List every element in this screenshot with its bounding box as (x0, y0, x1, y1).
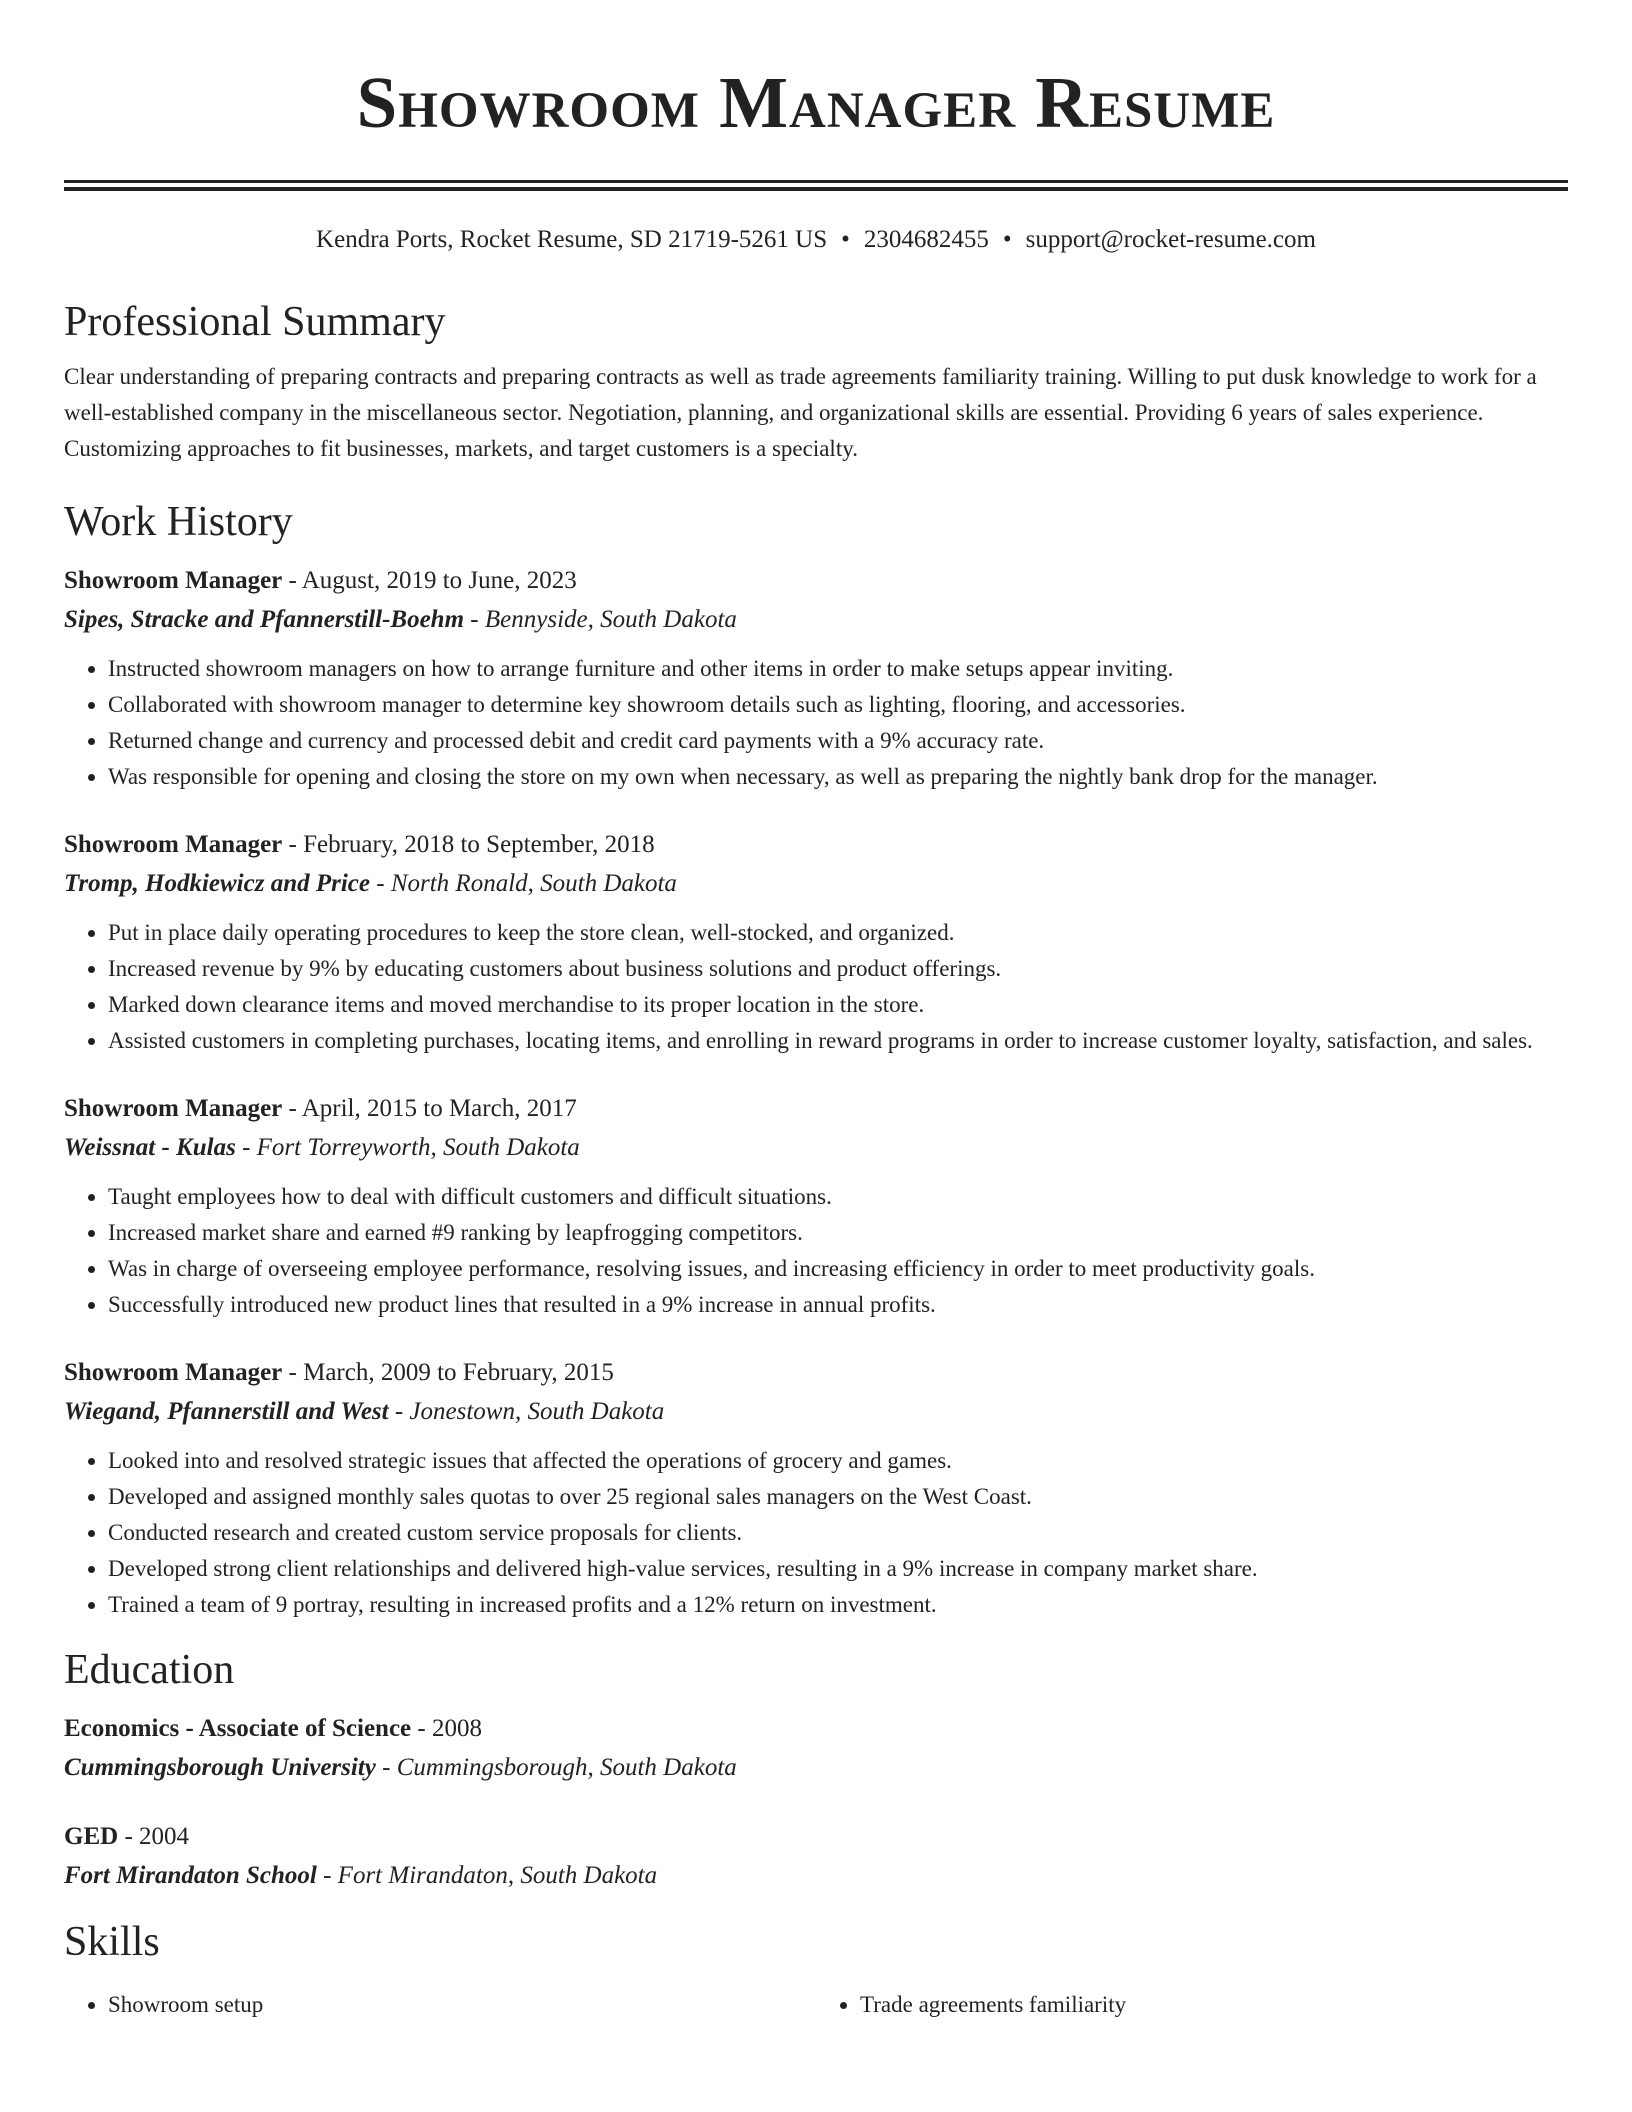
job-company: Sipes, Stracke and Pfannerstill-Boehm (64, 606, 465, 633)
job-bullet: • Trained a team of 9 portray, resulting in increased profits and a 12% return on investment. (108, 1587, 1568, 1623)
contact-separator: • (1002, 226, 1012, 253)
job-dates: - March, 2009 to February, 2015 (282, 1359, 614, 1386)
job-title: Showroom Manager (64, 567, 283, 594)
job-bullet: • Looked into and resolved strategic issues that affected the operations of grocery and games. (108, 1443, 1568, 1479)
section-heading-summary: Professional Summary (64, 299, 446, 345)
education-school-line (64, 1748, 1568, 1787)
contact-phone: 2304682455 (863, 226, 989, 253)
job-title-line (64, 825, 1568, 864)
skills-column-right (816, 1987, 1568, 2023)
title-divider (64, 180, 1568, 191)
job-bullet: • Was responsible for opening and closing the store on my own when necessary, as well as preparing the nightly bank drop for the manager. (108, 759, 1568, 795)
job-dates: - August, 2019 to June, 2023 (282, 567, 577, 594)
skill-item: • Trade agreements familiarity (860, 1987, 1568, 2023)
education-section (64, 1645, 1568, 1895)
job-bullet: • Was in charge of overseeing employee performance, resolving issues, and increasing efficiency in order to meet productivity goals. (108, 1251, 1568, 1287)
education-location: - Cummingsborough, South Dakota (375, 1754, 737, 1781)
job-bullets (64, 1179, 1568, 1323)
education-school: Fort Mirandaton School (64, 1862, 317, 1889)
education-degree: GED (64, 1823, 119, 1850)
job-bullet: • Put in place daily operating procedures to keep the store clean, well-stocked, and organized. (108, 915, 1568, 951)
job-bullet: • Increased revenue by 9% by educating customers about business solutions and product offerings. (108, 951, 1568, 987)
job-bullet: • Assisted customers in completing purchases, locating items, and enrolling in reward programs in order to increase customer loyalty, satisfaction, and sales. (108, 1023, 1568, 1059)
job-bullets (64, 1443, 1568, 1623)
resume-title: Showroom Manager Resume (356, 62, 1276, 143)
job-bullets (64, 651, 1568, 795)
job-location: - Fort Torreyworth, South Dakota (235, 1134, 580, 1161)
education-location: - Fort Mirandaton, South Dakota (316, 1862, 658, 1889)
job-company: Tromp, Hodkiewicz and Price (64, 870, 370, 897)
skill-item: • Showroom setup (108, 1987, 816, 2023)
job-bullet: • Developed strong client relationships and delivered high-value services, resulting in a 9% increase in company market share. (108, 1551, 1568, 1587)
education-entry (64, 1709, 1568, 1787)
education-degree-line (64, 1817, 1568, 1856)
job-title: Showroom Manager (64, 831, 283, 858)
skills-list (64, 1987, 1568, 2023)
education-degree: Economics - Associate of Science (64, 1715, 412, 1742)
job-bullet: • Returned change and currency and processed debit and credit card payments with a 9% accuracy rate. (108, 723, 1568, 759)
job-bullet: • Marked down clearance items and moved merchandise to its proper location in the store. (108, 987, 1568, 1023)
job-bullet: • Increased market share and earned #9 ranking by leapfrogging competitors. (108, 1215, 1568, 1251)
contact-address: Kendra Ports, Rocket Resume, SD 21719-5261 US (316, 226, 828, 253)
education-school-line (64, 1856, 1568, 1895)
job-company: Weissnat - Kulas (64, 1134, 236, 1161)
education-degree-line (64, 1709, 1568, 1748)
skills-section (64, 1917, 1568, 2023)
contact-separator: • (841, 226, 850, 253)
education-year: - 2004 (118, 1823, 190, 1850)
job-bullet: • Successfully introduced new product lines that resulted in a 9% increase in annual profits. (108, 1287, 1568, 1323)
job-entry (64, 1353, 1568, 1623)
summary-section (64, 297, 1568, 467)
summary-text: Clear understanding of preparing contracts and preparing contracts as well as trade agreements familiarity training. Willing to put dusk knowledge to work for a well-established company in the miscellaneous sector. Negotiation, planning, and organizational skills are essential. Providing 6 years of sales experience. Customizing approaches to fit businesses, markets, and target customers is a specialty. (64, 364, 1537, 461)
job-location: - Bennyside, South Dakota (464, 606, 737, 633)
education-school: Cummingsborough University (64, 1754, 376, 1781)
section-heading-work-history: Work History (64, 499, 293, 545)
skills-column-left (64, 1987, 816, 2023)
education-entry (64, 1817, 1568, 1895)
job-title: Showroom Manager (64, 1359, 283, 1386)
job-title: Showroom Manager (64, 1095, 283, 1122)
job-dates: - February, 2018 to September, 2018 (282, 831, 655, 858)
section-heading-skills: Skills (64, 1919, 160, 1965)
job-dates: - April, 2015 to March, 2017 (282, 1095, 577, 1122)
job-company-line (64, 1128, 1568, 1167)
job-bullet: • Developed and assigned monthly sales quotas to over 25 regional sales managers on the West Coast. (108, 1479, 1568, 1515)
job-title-line (64, 1353, 1568, 1392)
job-location: - Jonestown, South Dakota (388, 1398, 665, 1425)
job-company-line (64, 1392, 1568, 1431)
section-heading-education: Education (64, 1647, 235, 1693)
job-bullet: • Collaborated with showroom manager to determine key showroom details such as lighting, flooring, and accessories. (108, 687, 1568, 723)
job-company-line (64, 600, 1568, 639)
contact-line (64, 223, 1568, 257)
education-year: - 2008 (411, 1715, 482, 1742)
job-bullet: • Conducted research and created custom service proposals for clients. (108, 1515, 1568, 1551)
job-title-line (64, 561, 1568, 600)
job-entry (64, 825, 1568, 1059)
job-entry (64, 561, 1568, 795)
contact-email: support@rocket-resume.com (1025, 226, 1316, 253)
job-entry (64, 1089, 1568, 1323)
job-bullets (64, 915, 1568, 1059)
job-title-line (64, 1089, 1568, 1128)
job-location: - North Ronald, South Dakota (370, 870, 677, 897)
work-history-section (64, 497, 1568, 1623)
job-bullet: • Instructed showroom managers on how to arrange furniture and other items in order to make setups appear inviting. (108, 651, 1568, 687)
job-company: Wiegand, Pfannerstill and West (64, 1398, 389, 1425)
job-bullet: • Taught employees how to deal with difficult customers and difficult situations. (108, 1179, 1568, 1215)
job-company-line (64, 864, 1568, 903)
